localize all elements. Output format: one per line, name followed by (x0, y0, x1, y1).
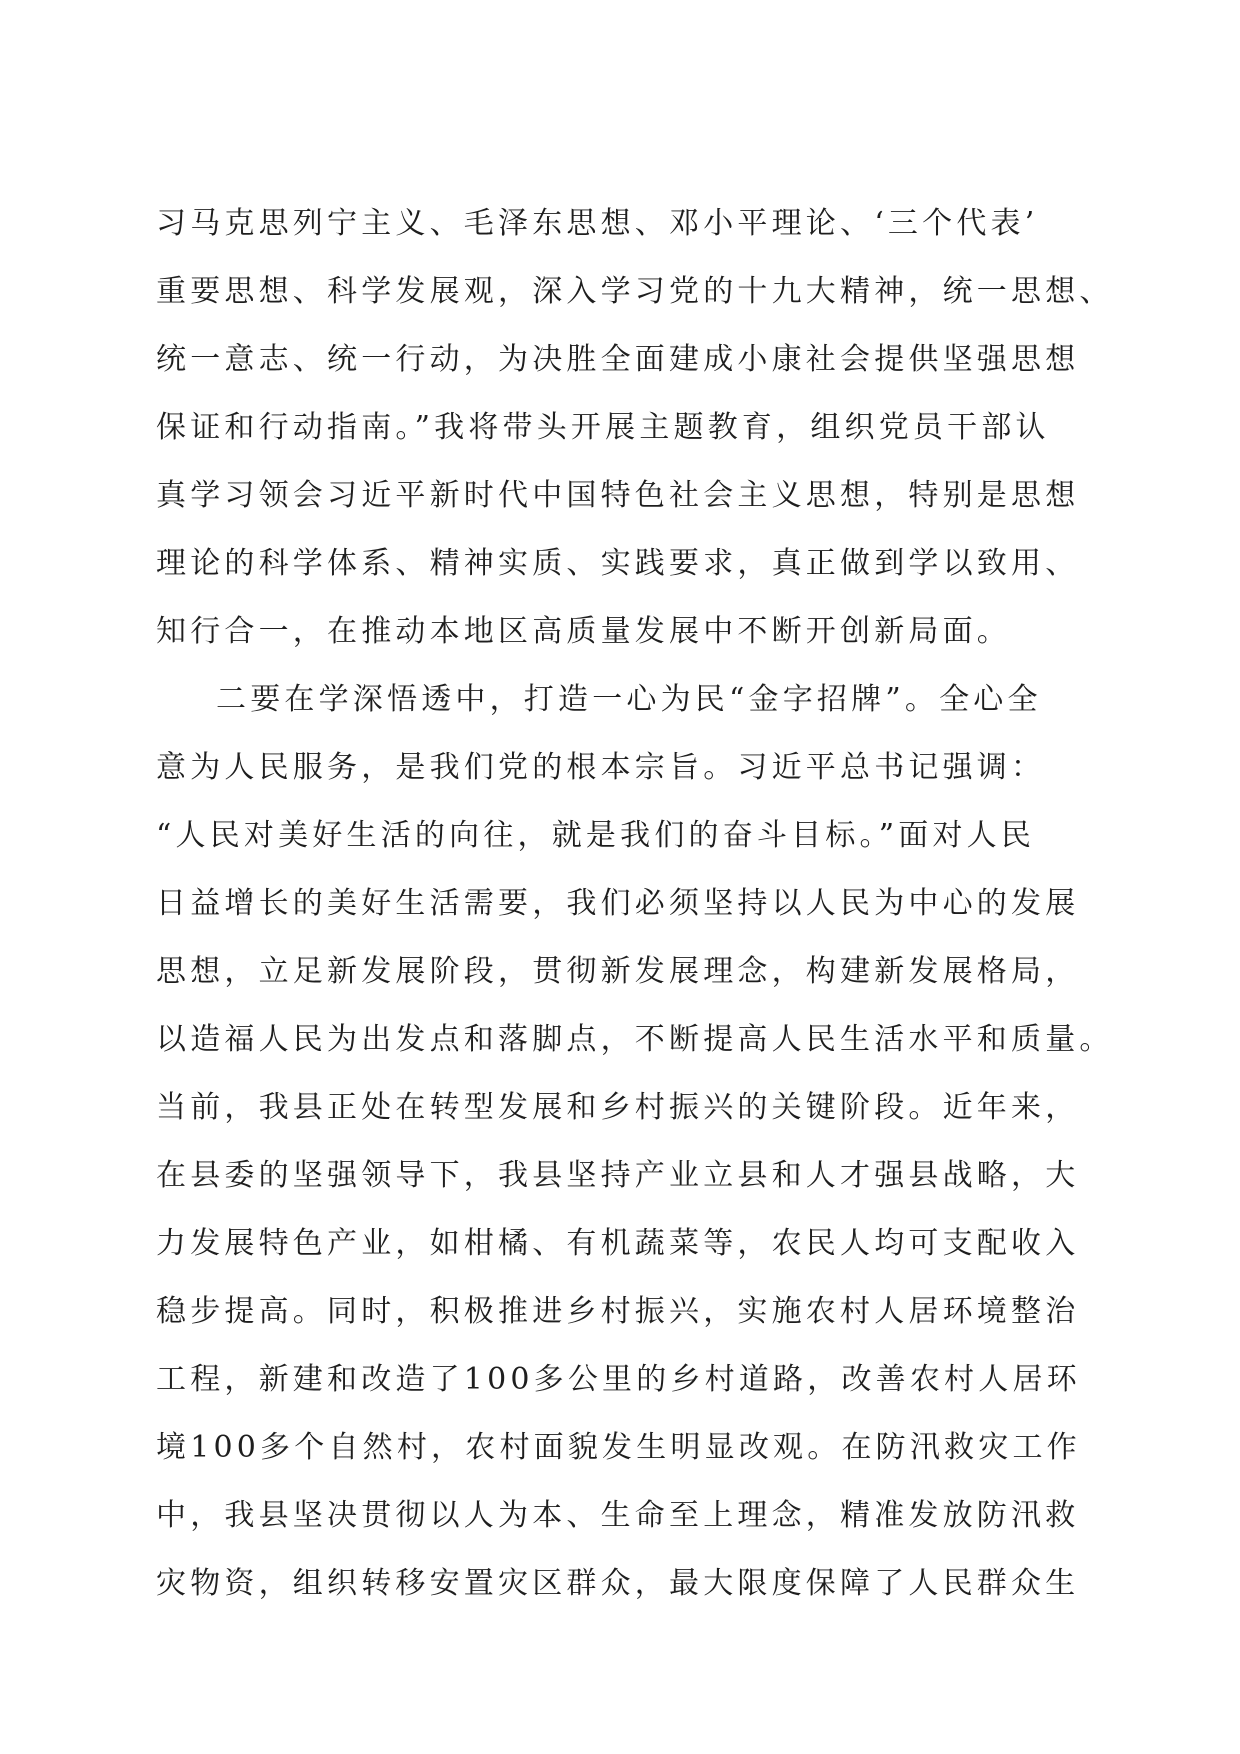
paragraph-start-line: 二要在学深悟透中，打造一心为民“金字招牌”。全心全 (216, 682, 1042, 717)
text-line: 统一意志、统一行动，为决胜全面建成小康社会提供坚强思想 (156, 342, 1080, 377)
text-line: 稳步提高。同时，积极推进乡村振兴，实施农村人居环境整治 (156, 1294, 1080, 1329)
text-line: 重要思想、科学发展观，深入学习党的十九大精神，统一思想、 (156, 274, 1114, 309)
text-line: 灾物资，组织转移安置灾区群众，最大限度保障了人民群众生 (156, 1566, 1080, 1601)
text-line: “人民对美好生活的向往，就是我们的奋斗目标。”面对人民 (156, 818, 1036, 853)
text-line: 当前，我县正处在转型发展和乡村振兴的关键阶段。近年来， (156, 1090, 1080, 1125)
text-line: 意为人民服务，是我们党的根本宗旨。习近平总书记强调： (156, 750, 1046, 785)
text-line: 真学习领会习近平新时代中国特色社会主义思想，特别是思想 (156, 478, 1080, 513)
text-line: 力发展特色产业，如柑橘、有机蔬菜等，农民人均可支配收入 (156, 1226, 1080, 1261)
text-line: 习马克思列宁主义、毛泽东思想、邓小平理论、‘三个代表’ (156, 206, 1039, 241)
text-line: 以造福人民为出发点和落脚点，不断提高人民生活水平和质量。 (156, 1022, 1114, 1057)
text-line: 知行合一，在推动本地区高质量发展中不断开创新局面。 (156, 614, 1011, 649)
text-line: 理论的科学体系、精神实质、实践要求，真正做到学以致用、 (156, 546, 1080, 581)
text-line: 在县委的坚强领导下，我县坚持产业立县和人才强县战略，大 (156, 1158, 1080, 1193)
text-line: 工程，新建和改造了100多公里的乡村道路，改善农村人居环 (156, 1362, 1081, 1397)
text-line: 思想，立足新发展阶段，贯彻新发展理念，构建新发展格局， (156, 954, 1080, 989)
text-line: 保证和行动指南。”我将带头开展主题教育，组织党员干部认 (156, 410, 1050, 445)
body-text (156, 190, 1114, 1618)
text-line: 境100多个自然村，农村面貌发生明显改观。在防汛救灾工作 (156, 1430, 1081, 1465)
text-line: 中，我县坚决贯彻以人为本、生命至上理念，精准发放防汛救 (156, 1498, 1080, 1533)
text-line: 日益增长的美好生活需要，我们必须坚持以人民为中心的发展 (156, 886, 1080, 921)
